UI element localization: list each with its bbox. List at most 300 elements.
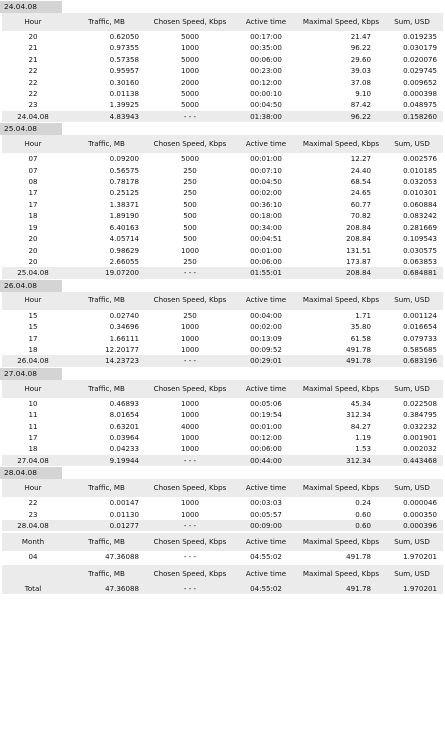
cell: 0.000398 (403, 89, 437, 99)
cell: 250 (183, 188, 197, 198)
table-row (2, 31, 443, 42)
table-row (2, 210, 443, 221)
cell: 00:12:00 (250, 77, 282, 87)
cell: Sum, USD (381, 533, 443, 551)
cell: 96.22 (350, 43, 371, 53)
cell: 23 (28, 100, 38, 110)
cell: 00:35:00 (250, 43, 282, 53)
cell: 12.27 (350, 154, 371, 164)
table-row (2, 421, 443, 432)
cell: 00:05:57 (250, 509, 282, 519)
cell: 500 (183, 234, 197, 244)
cell: - - - (149, 455, 231, 466)
cell: 0.46893 (109, 398, 139, 408)
cell: 21.47 (350, 32, 371, 41)
cell: Active time (231, 533, 301, 551)
cell: 0.002576 (403, 154, 437, 164)
cell: 4.05714 (109, 234, 139, 244)
day-total-row (2, 267, 443, 278)
cell: 60.77 (350, 199, 371, 209)
cell: Traffic, MB (64, 565, 149, 583)
cell: 00:01:00 (250, 154, 282, 164)
cell: Chosen Speed, Kbps (149, 533, 231, 551)
cell: 00:04:00 (250, 310, 282, 320)
cell: 1000 (180, 410, 200, 420)
cell: 5000 (180, 54, 200, 64)
table-row (2, 344, 443, 355)
table-row (2, 497, 443, 508)
cell: 15 (28, 310, 38, 320)
day-table (2, 292, 443, 367)
cell: 22 (28, 498, 38, 508)
cell: 1000 (180, 43, 200, 53)
table-row (2, 333, 443, 344)
cell: Chosen Speed, Kbps (149, 135, 231, 153)
cell: 491.78 (346, 344, 371, 354)
cell: - - - (149, 583, 231, 594)
cell: Hour (2, 13, 64, 31)
cell: 250 (183, 256, 197, 266)
cell: 24.65 (350, 188, 371, 198)
cell: Maximal Speed, Kbps (301, 13, 381, 31)
day-total-row (2, 111, 443, 122)
cell: Active time (231, 135, 301, 153)
cell: Traffic, MB (64, 533, 149, 551)
cell: 0.95957 (109, 66, 139, 76)
cell: 0.01138 (109, 89, 139, 99)
cell: 84.27 (350, 421, 371, 431)
cell: 00:09:52 (250, 344, 282, 354)
table-header-row (2, 13, 443, 31)
cell: 0.032053 (403, 177, 437, 187)
table-row (2, 245, 443, 256)
day-table (2, 380, 443, 466)
cell: 17 (28, 333, 38, 343)
cell: 1000 (180, 432, 200, 442)
cell: 00:01:00 (250, 421, 282, 431)
cell: Active time (231, 565, 301, 583)
cell: 0.78178 (109, 177, 139, 187)
traffic-report (0, 1, 445, 594)
cell: 491.78 (346, 552, 371, 562)
day-total-row (2, 355, 443, 366)
cell: 0.384795 (403, 410, 437, 420)
cell: 6.40163 (109, 222, 139, 232)
cell: 0.443468 (381, 455, 443, 466)
cell: Hour (2, 380, 64, 398)
cell: 1.89190 (109, 211, 139, 221)
cell: 24.40 (350, 165, 371, 175)
cell: 00:34:00 (250, 222, 282, 232)
table-row (2, 321, 443, 332)
grand-total-row (2, 583, 443, 594)
cell: 87.42 (350, 100, 371, 110)
cell: 0.98629 (109, 245, 139, 255)
cell: 9.10 (355, 89, 371, 99)
cell: 0.60 (301, 520, 381, 531)
cell: Hour (2, 135, 64, 153)
cell: 500 (183, 222, 197, 232)
table-row (2, 176, 443, 187)
table-row (2, 99, 443, 110)
cell: 0.30160 (109, 77, 139, 87)
cell: 19 (28, 222, 38, 232)
cell: 0.24 (355, 498, 371, 508)
day-table (2, 479, 443, 531)
cell: 24.04.08 (2, 111, 64, 122)
cell: Traffic, MB (64, 479, 149, 497)
cell: 11 (28, 410, 38, 420)
cell: 1.970201 (381, 583, 443, 594)
cell: Chosen Speed, Kbps (149, 13, 231, 31)
cell: 0.01130 (109, 509, 139, 519)
cell: 1000 (180, 444, 200, 454)
cell: 491.78 (301, 355, 381, 366)
cell: 00:07:10 (250, 165, 282, 175)
table-header-row (2, 565, 443, 583)
cell: 0.060884 (403, 199, 437, 209)
table-row (2, 153, 443, 164)
cell: 96.22 (301, 111, 381, 122)
cell: 5000 (180, 32, 200, 41)
grand-total-table (2, 565, 443, 594)
cell: 23 (28, 509, 38, 519)
table-row (2, 54, 443, 65)
day-date: 27.04.08 (0, 368, 62, 380)
cell: 0.25125 (109, 188, 139, 198)
table-row (2, 222, 443, 233)
cell: 28.04.08 (2, 520, 64, 531)
cell: 1000 (180, 398, 200, 408)
cell: 0.002032 (403, 444, 437, 454)
table-header-row (2, 292, 443, 310)
month-row (2, 551, 443, 562)
cell: 0.009652 (403, 77, 437, 87)
table-row (2, 42, 443, 53)
cell: 5000 (180, 154, 200, 164)
cell: 08 (28, 177, 38, 187)
cell: - - - (149, 111, 231, 122)
cell: Maximal Speed, Kbps (301, 135, 381, 153)
cell: 00:36:10 (250, 199, 282, 209)
cell: 20 (28, 256, 38, 266)
cell: 312.34 (301, 455, 381, 466)
cell: 0.020076 (403, 54, 437, 64)
cell: 0.34696 (109, 322, 139, 332)
cell: - - - (149, 355, 231, 366)
cell: 00:12:00 (250, 432, 282, 442)
cell: - - - (149, 520, 231, 531)
cell: 12.20177 (105, 344, 139, 354)
cell: 00:19:54 (250, 410, 282, 420)
cell: 00:06:00 (250, 256, 282, 266)
cell: 0.158260 (381, 111, 443, 122)
table-header-row (2, 135, 443, 153)
cell: 9.19944 (64, 455, 149, 466)
cell: 5000 (180, 89, 200, 99)
cell: 00:06:00 (250, 54, 282, 64)
cell: 208.84 (301, 267, 381, 278)
cell: Chosen Speed, Kbps (149, 565, 231, 583)
table-header-row (2, 479, 443, 497)
cell: 0.56575 (109, 165, 139, 175)
cell: 0.000396 (381, 520, 443, 531)
cell: Traffic, MB (64, 13, 149, 31)
cell: Sum, USD (381, 380, 443, 398)
table-row (2, 77, 443, 88)
cell: 0.683196 (381, 355, 443, 366)
cell: 22 (28, 77, 38, 87)
cell: 00:01:00 (250, 245, 282, 255)
cell: 500 (183, 211, 197, 221)
cell: 07 (28, 165, 38, 175)
cell: 0.684881 (381, 267, 443, 278)
cell: 0.62050 (109, 32, 139, 41)
cell: 18 (28, 444, 38, 454)
cell: 0.030179 (403, 43, 437, 53)
table-row (2, 398, 443, 409)
cell: 0.022508 (403, 398, 437, 408)
table-header-row (2, 380, 443, 398)
cell: 00:04:51 (250, 234, 282, 244)
cell: 1000 (180, 66, 200, 76)
table-row (2, 256, 443, 267)
cell: 00:04:50 (250, 177, 282, 187)
day-total-row (2, 455, 443, 466)
cell: 5000 (180, 100, 200, 110)
cell: 1000 (180, 322, 200, 332)
cell: 21 (28, 43, 38, 53)
cell: Total (2, 583, 64, 594)
cell: 00:04:50 (250, 100, 282, 110)
cell: 0.063853 (403, 256, 437, 266)
cell: 68.54 (350, 177, 371, 187)
cell: 20 (28, 245, 38, 255)
cell: 131.51 (346, 245, 371, 255)
cell: Hour (2, 479, 64, 497)
cell: 00:18:00 (250, 211, 282, 221)
cell: 0.09200 (109, 154, 139, 164)
cell: 20 (28, 234, 38, 244)
cell: 1.53 (355, 444, 371, 454)
cell: 27.04.08 (2, 455, 64, 466)
cell: Maximal Speed, Kbps (301, 380, 381, 398)
cell: 491.78 (301, 583, 381, 594)
cell: 00:05:06 (250, 398, 282, 408)
cell: 0.010185 (403, 165, 437, 175)
cell: 00:02:00 (250, 188, 282, 198)
cell: Hour (2, 292, 64, 310)
cell: 4000 (180, 421, 200, 431)
cell: 22 (28, 66, 38, 76)
cell: 20 (28, 32, 38, 41)
cell: 250 (183, 310, 197, 320)
cell: 18 (28, 344, 38, 354)
cell: Traffic, MB (64, 292, 149, 310)
cell: Maximal Speed, Kbps (301, 533, 381, 551)
cell: 0.03964 (109, 432, 139, 442)
cell: 250 (183, 165, 197, 175)
cell: 0.281669 (403, 222, 437, 232)
cell: 04:55:02 (231, 583, 301, 594)
cell: 14.23723 (64, 355, 149, 366)
cell: 0.030575 (403, 245, 437, 255)
cell: 17 (28, 199, 38, 209)
cell: 1000 (180, 498, 200, 508)
cell: Sum, USD (381, 479, 443, 497)
cell: 173.87 (346, 256, 371, 266)
cell: Maximal Speed, Kbps (301, 292, 381, 310)
table-row (2, 443, 443, 454)
cell: Chosen Speed, Kbps (149, 479, 231, 497)
day-table (2, 135, 443, 278)
cell: 2.66055 (109, 256, 139, 266)
cell: 61.58 (350, 333, 371, 343)
cell: 0.00147 (109, 498, 139, 508)
cell: 1000 (180, 245, 200, 255)
cell: 00:44:00 (231, 455, 301, 466)
cell: 1.39925 (109, 100, 139, 110)
cell: Sum, USD (381, 292, 443, 310)
cell: 500 (183, 199, 197, 209)
cell: 0.000046 (403, 498, 437, 508)
cell: 1000 (180, 344, 200, 354)
cell: 19.07200 (64, 267, 149, 278)
cell: 1.19 (355, 432, 371, 442)
table-row (2, 199, 443, 210)
cell: 47.36088 (64, 583, 149, 594)
cell: Sum, USD (381, 13, 443, 31)
cell: Traffic, MB (64, 380, 149, 398)
cell: 00:06:00 (250, 444, 282, 454)
cell: 00:13:09 (250, 333, 282, 343)
cell: 0.000350 (403, 509, 437, 519)
cell: 2000 (180, 77, 200, 87)
cell: 1000 (180, 509, 200, 519)
day-total-row (2, 520, 443, 531)
cell: 0.109543 (403, 234, 437, 244)
cell: 00:00:10 (250, 89, 282, 99)
cell: 04 (28, 552, 38, 562)
cell: 0.010301 (403, 188, 437, 198)
cell: Month (2, 533, 64, 551)
cell: 01:55:01 (231, 267, 301, 278)
day-section (0, 123, 445, 278)
cell: 208.84 (346, 222, 371, 232)
cell: 1.66111 (109, 333, 139, 343)
cell: 0.585685 (403, 344, 437, 354)
cell: 25.04.08 (2, 267, 64, 278)
cell: 37.08 (350, 77, 371, 87)
cell: 00:23:00 (250, 66, 282, 76)
cell: 0.048975 (403, 100, 437, 110)
day-table (2, 13, 443, 122)
cell: 15 (28, 322, 38, 332)
cell: 0.016654 (403, 322, 437, 332)
table-row (2, 65, 443, 76)
cell: 00:29:01 (231, 355, 301, 366)
day-section (0, 368, 445, 466)
cell: Sum, USD (381, 565, 443, 583)
cell: 00:09:00 (231, 520, 301, 531)
day-section (0, 280, 445, 367)
cell: 0.60 (355, 509, 371, 519)
cell: 1000 (180, 333, 200, 343)
cell: Active time (231, 479, 301, 497)
cell: 1.38371 (109, 199, 139, 209)
cell: 45.34 (350, 398, 371, 408)
cell: 17 (28, 188, 38, 198)
cell: 0.029745 (403, 66, 437, 76)
cell: - - - (183, 552, 197, 562)
cell: 29.60 (350, 54, 371, 64)
table-row (2, 310, 443, 321)
cell: Chosen Speed, Kbps (149, 380, 231, 398)
cell: Chosen Speed, Kbps (149, 292, 231, 310)
day-date: 24.04.08 (0, 1, 62, 13)
cell: 0.01277 (64, 520, 149, 531)
cell: 00:17:00 (250, 32, 282, 41)
cell: 10 (28, 398, 38, 408)
table-row (2, 233, 443, 244)
day-date: 28.04.08 (0, 467, 62, 479)
cell: 11 (28, 421, 38, 431)
cell: 18 (28, 211, 38, 221)
cell: 0.02740 (109, 310, 139, 320)
table-row (2, 409, 443, 420)
table-row (2, 187, 443, 198)
cell: 0.63201 (109, 421, 139, 431)
day-section (0, 1, 445, 122)
cell: 00:03:03 (250, 498, 282, 508)
month-table (2, 533, 443, 562)
cell: 17 (28, 432, 38, 442)
table-row (2, 165, 443, 176)
cell: 1.970201 (403, 552, 437, 562)
cell: 22 (28, 89, 38, 99)
cell: 0.57358 (109, 54, 139, 64)
cell: 26.04.08 (2, 355, 64, 366)
cell: 312.34 (346, 410, 371, 420)
cell: 00:02:00 (250, 322, 282, 332)
cell: 0.083242 (403, 211, 437, 221)
cell: 70.82 (350, 211, 371, 221)
cell: 4.83943 (64, 111, 149, 122)
cell: 07 (28, 154, 38, 164)
cell (2, 565, 64, 583)
cell: 35.80 (350, 322, 371, 332)
cell: Traffic, MB (64, 135, 149, 153)
cell: 39.03 (350, 66, 371, 76)
cell: Maximal Speed, Kbps (301, 479, 381, 497)
table-row (2, 509, 443, 520)
cell: Active time (231, 13, 301, 31)
cell: 0.032232 (403, 421, 437, 431)
cell: 0.04233 (109, 444, 139, 454)
table-row (2, 88, 443, 99)
cell: 0.079733 (403, 333, 437, 343)
cell: Sum, USD (381, 135, 443, 153)
cell: 04:55:02 (250, 552, 282, 562)
cell: 01:38:00 (231, 111, 301, 122)
day-date: 25.04.08 (0, 123, 62, 135)
cell: 1.71 (355, 310, 371, 320)
cell: 47.36088 (105, 552, 139, 562)
cell: Maximal Speed, Kbps (301, 565, 381, 583)
cell: - - - (149, 267, 231, 278)
table-header-row (2, 533, 443, 551)
cell: 8.01654 (109, 410, 139, 420)
